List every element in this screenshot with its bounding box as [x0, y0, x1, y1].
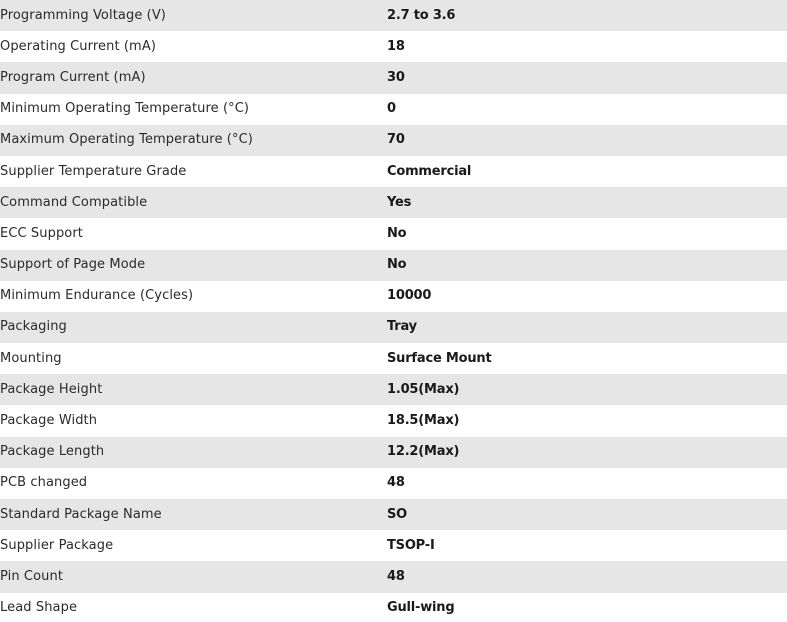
spec-value: No	[387, 225, 407, 241]
spec-row	[0, 593, 787, 622]
spec-row	[0, 312, 787, 343]
spec-value: 48	[387, 475, 405, 491]
spec-attribute: Standard Package Name	[0, 506, 162, 522]
spec-row	[0, 343, 787, 374]
spec-attribute: PCB changed	[0, 475, 88, 491]
spec-attribute: Lead Shape	[0, 600, 78, 616]
spec-value: 48	[387, 568, 405, 584]
spec-attribute: Packaging	[0, 319, 67, 335]
spec-row	[0, 62, 787, 93]
spec-row	[0, 405, 787, 436]
spec-value: 12.2(Max)	[387, 444, 460, 460]
spec-row	[0, 187, 787, 218]
spec-value: TSOP-I	[387, 537, 435, 553]
spec-attribute: Minimum Operating Temperature (°C)	[0, 101, 250, 117]
spec-attribute: Programming Voltage (V)	[0, 7, 166, 23]
spec-value: Commercial	[387, 163, 472, 179]
spec-value: 10000	[387, 288, 432, 304]
spec-row	[0, 125, 787, 156]
spec-attribute: ECC Support	[0, 225, 83, 241]
spec-row	[0, 437, 787, 468]
spec-row	[0, 499, 787, 530]
spec-attribute: Package Length	[0, 444, 105, 460]
spec-value: 0	[387, 101, 396, 117]
spec-attribute: Package Width	[0, 413, 98, 429]
spec-row	[0, 94, 787, 125]
spec-attribute: Program Current (mA)	[0, 69, 146, 85]
spec-row	[0, 530, 787, 561]
spec-value: Tray	[387, 319, 417, 335]
spec-value: 1.05(Max)	[387, 381, 460, 397]
spec-row	[0, 250, 787, 281]
spec-row	[0, 561, 787, 592]
spec-value: 30	[387, 69, 405, 85]
spec-value: 18.5(Max)	[387, 413, 460, 429]
spec-value: SO	[387, 506, 408, 522]
spec-attribute: Supplier Package	[0, 537, 114, 553]
spec-attribute: Command Compatible	[0, 194, 148, 210]
spec-attribute: Mounting	[0, 350, 62, 366]
spec-row	[0, 0, 787, 31]
spec-attribute: Pin Count	[0, 568, 64, 584]
spec-value: 18	[387, 38, 405, 54]
spec-attribute: Supplier Temperature Grade	[0, 163, 187, 179]
spec-value: Surface Mount	[387, 350, 492, 366]
spec-value: Yes	[387, 194, 412, 210]
spec-value: 2.7 to 3.6	[387, 7, 456, 23]
spec-value: Gull-wing	[387, 600, 455, 616]
spec-attribute: Minimum Endurance (Cycles)	[0, 288, 194, 304]
spec-attribute: Operating Current (mA)	[0, 38, 156, 54]
spec-row	[0, 31, 787, 62]
spec-value: 70	[387, 132, 405, 148]
spec-value: No	[387, 257, 407, 273]
spec-row	[0, 468, 787, 499]
spec-row	[0, 156, 787, 187]
spec-row	[0, 218, 787, 249]
spec-attribute: Support of Page Mode	[0, 257, 146, 273]
spec-attribute: Maximum Operating Temperature (°C)	[0, 132, 253, 148]
spec-row	[0, 374, 787, 405]
spec-attribute: Package Height	[0, 381, 103, 397]
spec-row	[0, 281, 787, 312]
